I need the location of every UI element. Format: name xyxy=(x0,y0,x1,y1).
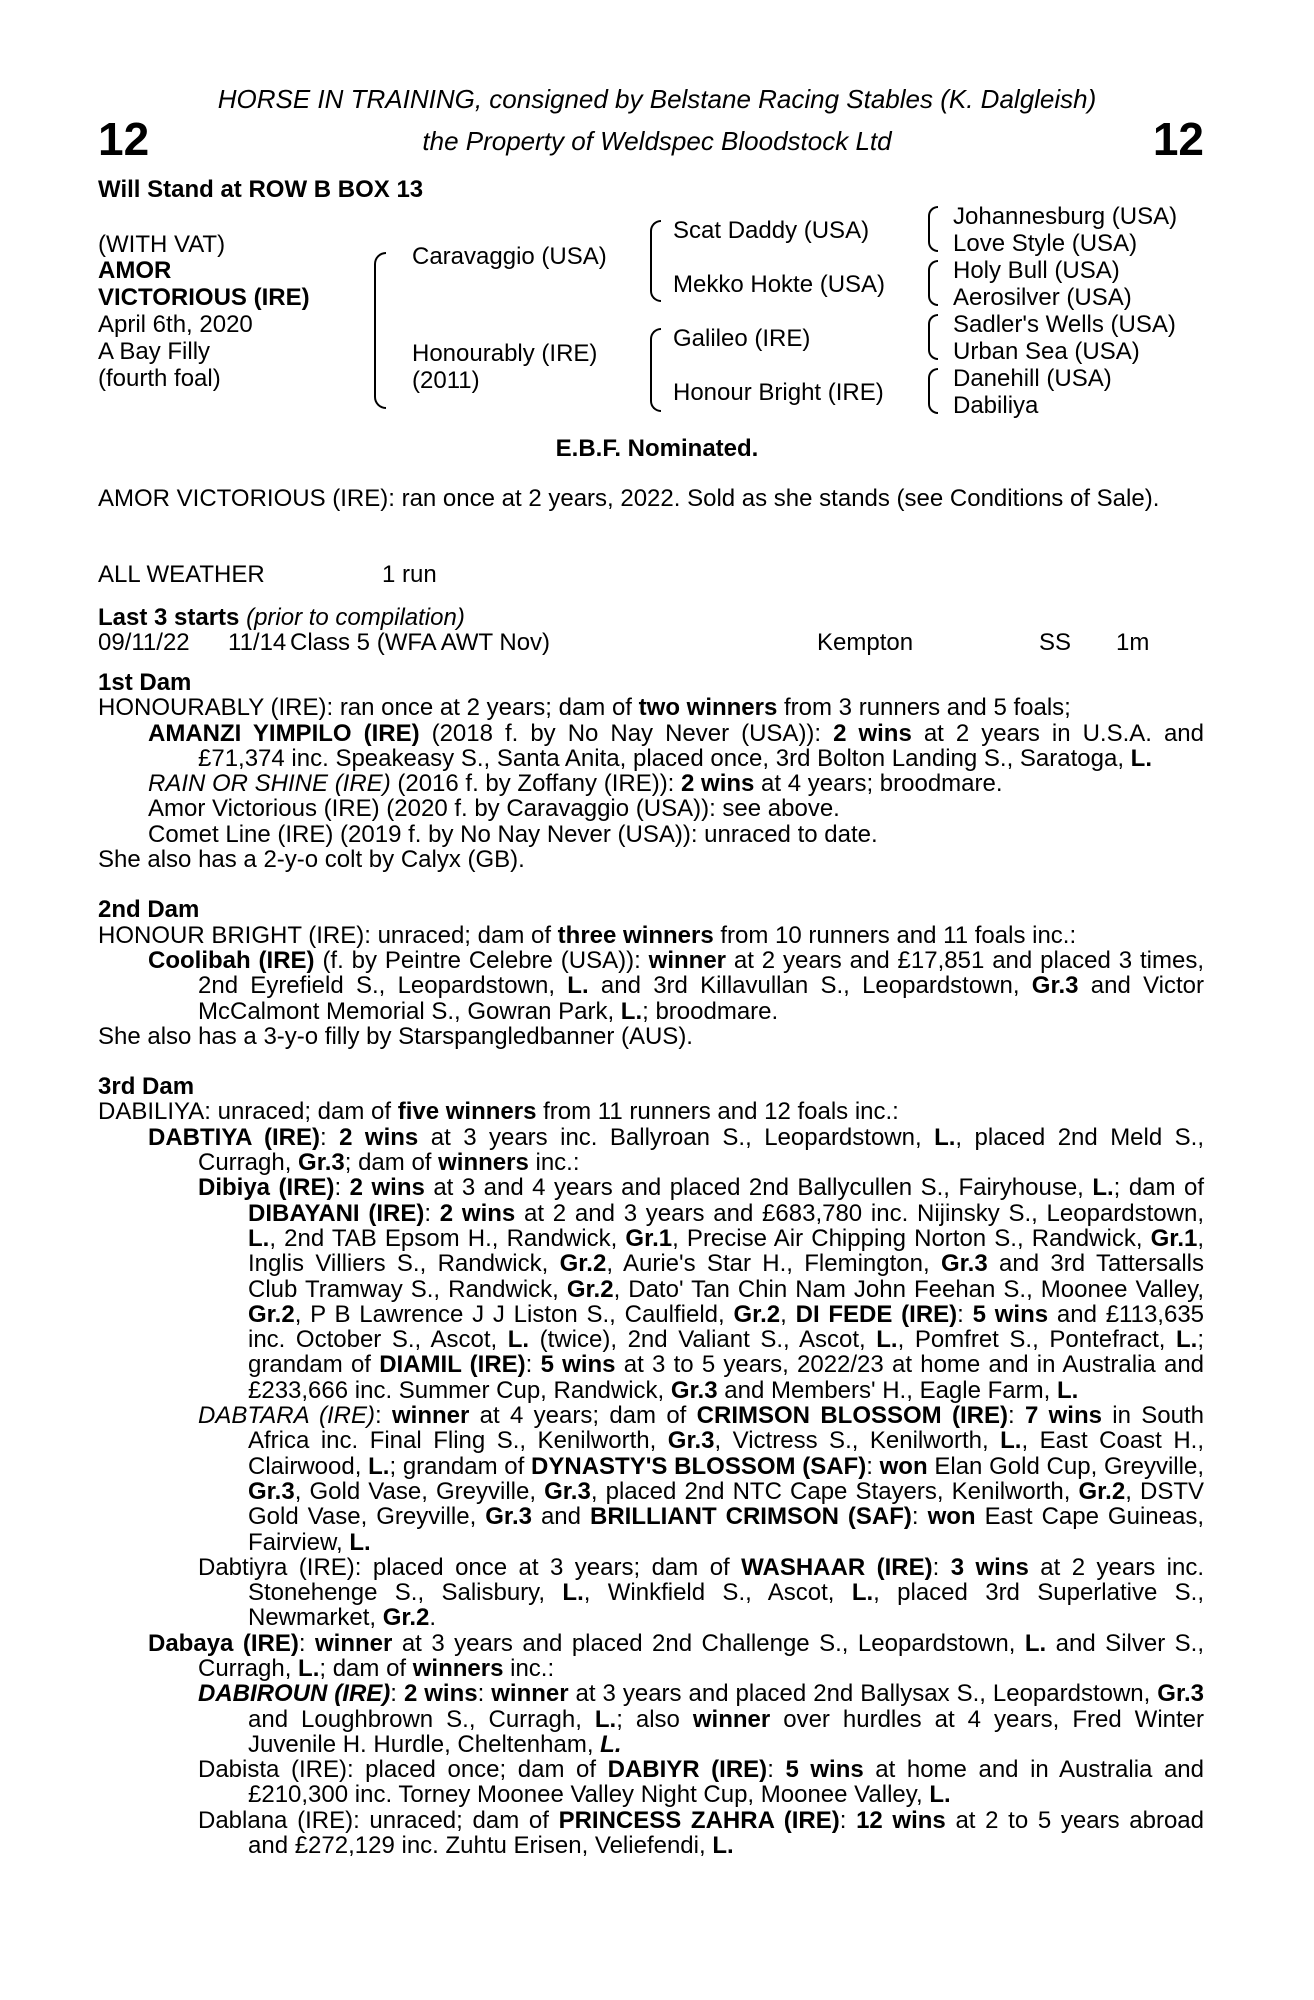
foal-number: (fourth foal) xyxy=(98,365,221,392)
first-dam-produce: Amor Victorious (IRE) (2020 f. by Caravaggio (USA)): see above. xyxy=(148,795,840,823)
pedigree-brace-dam xyxy=(650,328,661,412)
last-starts-heading xyxy=(98,605,465,630)
second-dam-also: She also has a 3-y-o filly by Starspangledbanner (AUS). xyxy=(98,1022,693,1050)
start-row-distance: 1m xyxy=(1116,629,1150,656)
horse-name-line2: VICTORIOUS (IRE) xyxy=(98,284,310,311)
pedigree-brace-g56 xyxy=(928,314,938,360)
pedigree-dam-year: (2011) xyxy=(412,367,480,394)
pedigree-brace-sire xyxy=(650,220,661,302)
first-dam-produce: RAIN OR SHINE (IRE) (2016 f. by Zoffany (IRE)): 2 wins at 4 years; broodmare. xyxy=(148,770,1003,798)
first-dam-heading: 1st Dam xyxy=(98,669,192,696)
third-dam-dabtiyra: Dabtiyra (IRE): placed once at 3 years; dam of WASHAAR (IRE): 3 wins at 2 years inc. Stonehenge S., Salisbury, L., Winkfield S., Ascot, L., placed 3rd Superlative S., Newmarket, Gr.2. xyxy=(198,1553,1205,1632)
start-row-course: Kempton xyxy=(817,629,914,656)
horse-name-line1: AMOR xyxy=(98,257,172,284)
pedigree-sire: Caravaggio (USA) xyxy=(412,243,607,270)
third-dam-dablana: Dablana (IRE): unraced; dam of PRINCESS ZAHRA (IRE): 12 wins at 2 to 5 years abroad and £272,129 inc. Zuhtu Erisen, Veliefendi, L. xyxy=(198,1806,1204,1860)
all-weather-runs: 1 run xyxy=(382,561,437,588)
pedigree-dam: Honourably (IRE) xyxy=(412,340,598,367)
consignment-line: HORSE IN TRAINING, consigned by Belstane Racing Stables (K. Dalgleish) xyxy=(217,84,1097,114)
horse-description: A Bay Filly xyxy=(98,338,211,365)
foaling-date: April 6th, 2020 xyxy=(98,311,253,338)
pedigree-sire-sire: Scat Daddy (USA) xyxy=(673,217,870,244)
third-dam-dabtara: DABTARA (IRE): winner at 4 years; dam of CRIMSON BLOSSOM (IRE): 7 wins in South Africa inc. Final Fling S., Kenilworth, Gr.3, Victress S., Kenilworth, L., East Coast H., Clairwood, L.; grandam of DYNASTY'S BLOSSOM (SAF): won Elan Gold Cup, Greyville, Gr.3, Gold Vase, Greyville, Gr.3, placed 2nd NTC Cape Stayers, Kenilworth, Gr.2, DSTV Gold Vase, Greyville, Gr.3 and BRILLIANT CRIMSON (SAF): won East Cape Guineas, Fairview, L. xyxy=(198,1402,1205,1556)
ebf-nomination: E.B.F. Nominated. xyxy=(555,435,759,462)
second-dam-produce: Coolibah (IRE) (f. by Peintre Celebre (USA)): winner at 2 years and £17,851 and placed 3 times, 2nd Eyrefield S., Leopardstown, L. and 3rd Killavullan S., Leopardstown, Gr.3 and Victor McCalmont Memorial S., Gowran Park, L.; broodmare. xyxy=(148,946,1204,1025)
first-dam-also: She also has a 2-y-o colt by Calyx (GB). xyxy=(98,846,525,874)
second-dam-intro: HONOUR BRIGHT (IRE): unraced; dam of three winners from 10 runners and 11 foals inc.: xyxy=(98,921,1077,949)
lot-number-right: 12 xyxy=(1152,113,1204,165)
start-row-position: 11/14 xyxy=(228,629,287,656)
third-dam-dabiroun: DABIROUN (IRE): 2 wins: winner at 3 years and placed 2nd Ballysax S., Leopardstown, Gr.3 and Loughbrown S., Curragh, L.; also winner over hurdles at 4 years, Fred Winter Juvenile H. Hurdle, Cheltenham, L. xyxy=(198,1680,1204,1758)
second-dam-heading: 2nd Dam xyxy=(98,896,200,924)
summary-text: AMOR VICTORIOUS (IRE): ran once at 2 years, 2022. Sold as she stands (see Conditions of Sale). xyxy=(98,485,1160,512)
pedigree-sire-dam: Mekko Hokte (USA) xyxy=(673,271,886,298)
third-dam-dibiya: Dibiya (IRE): 2 wins at 3 and 4 years and placed 2nd Ballycullen S., Fairyhouse, L.; dam of DIBAYANI (IRE): 2 wins at 2 and 3 years and £683,780 inc. Nijinsky S., Leopardstown, L., 2nd TAB Epsom H., Randwick, Gr.1, Precise Air Chipping Norton S., Randwick, Gr.1, Inglis Villiers S., Randwick, Gr.2, Aurie's Star H., Flemington, Gr.3 and 3rd Tattersalls Club Tramway S., Randwick, Gr.2, Dato' Tan Chin Nam John Feehan S., Moonee Valley, Gr.2, P B Lawrence J J Liston S., Caulfield, Gr.2, DI FEDE (IRE): 5 wins and £113,635 inc. October S., Ascot, L. (twice), 2nd Valiant S., Ascot, L., Pomfret S., Pontefract, L.; grandam of DIAMIL (IRE): 5 wins at 3 to 5 years, 2022/23 at home and in Australia and £233,666 inc. Summer Cup, Randwick, Gr.3 and Members' H., Eagle Farm, L. xyxy=(198,1174,1205,1404)
pedigree-brace-main xyxy=(374,252,386,409)
race-summary xyxy=(98,486,1204,511)
pedigree-brace-g12 xyxy=(928,206,938,252)
first-dam-intro: HONOURABLY (IRE): ran once at 2 years; dam of two winners from 3 runners and 5 foals; xyxy=(98,694,1071,722)
pedigree-g3: Holy Bull (USA) xyxy=(953,257,1120,284)
pedigree-dam-sire: Galileo (IRE) xyxy=(673,325,811,352)
start-row-date: 09/11/22 xyxy=(98,629,190,656)
pedigree-g7: Danehill (USA) xyxy=(953,365,1112,392)
pedigree-g1: Johannesburg (USA) xyxy=(953,203,1178,230)
third-dam-produce-dabtiya: DABTIYA (IRE): 2 wins at 3 years inc. Ballyroan S., Leopardstown, L., placed 2nd Meld S., Curragh, Gr.3; dam of winners inc.: xyxy=(148,1123,1205,1177)
pedigree-g2: Love Style (USA) xyxy=(953,230,1138,257)
start-row-going: SS xyxy=(1039,629,1072,656)
pedigree-g5: Sadler's Wells (USA) xyxy=(953,311,1176,338)
first-dam-produce: AMANZI YIMPILO (IRE) (2018 f. by No Nay Never (USA)): 2 wins at 2 years in U.S.A. and £71,374 inc. Speakeasy S., Santa Anita, placed once, 3rd Bolton Landing S., Saratoga, L. xyxy=(148,719,1205,772)
third-dam-produce-dabaya: Dabaya (IRE): winner at 3 years and placed 2nd Challenge S., Leopardstown, L. and Silver S., Curragh, L.; dam of winners inc.: xyxy=(148,1629,1205,1682)
third-dam-dabista: Dabista (IRE): placed once; dam of DABIYR (IRE): 5 wins at home and in Australia and £210,300 inc. Torney Moonee Valley Night Cup, Moonee Valley, L. xyxy=(198,1756,1205,1809)
property-line: the Property of Weldspec Bloodstock Ltd xyxy=(422,126,892,156)
last-starts-title: Last 3 starts xyxy=(98,604,240,631)
pedigree-brace-g34 xyxy=(928,260,938,306)
third-dam-heading: 3rd Dam xyxy=(98,1073,195,1101)
third-dam-intro: DABILIYA: unraced; dam of five winners from 11 runners and 12 foals inc.: xyxy=(98,1098,899,1126)
pedigree-g4: Aerosilver (USA) xyxy=(953,284,1132,311)
lot-number-left: 12 xyxy=(98,113,150,165)
first-dam-produce: Comet Line (IRE) (2019 f. by No Nay Never (USA)): unraced to date. xyxy=(148,820,878,848)
pedigree-g6: Urban Sea (USA) xyxy=(953,338,1140,365)
vat-note: (WITH VAT) xyxy=(98,231,226,258)
last-starts-note: (prior to compilation) xyxy=(246,604,465,631)
start-row-race: Class 5 (WFA AWT Nov) xyxy=(290,629,551,656)
family-section xyxy=(98,670,1204,1858)
all-weather-label: ALL WEATHER xyxy=(98,561,265,588)
stand-location: Will Stand at ROW B BOX 13 xyxy=(98,176,424,203)
pedigree-dam-dam: Honour Bright (IRE) xyxy=(673,379,884,406)
pedigree-g8: Dabiliya xyxy=(953,392,1039,419)
pedigree-brace-g78 xyxy=(928,368,938,414)
